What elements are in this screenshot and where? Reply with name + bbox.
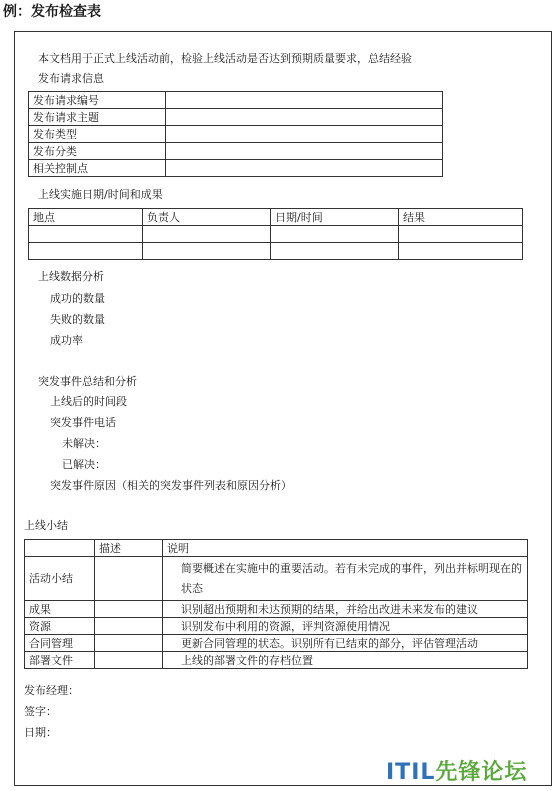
summary-item-name: 活动小结: [25, 557, 95, 601]
implementation-table: [28, 208, 523, 260]
summary-item-name: 资源: [25, 618, 95, 635]
signature-date: 日期：: [24, 726, 57, 739]
request-field-label: 发布请求主题: [29, 109, 166, 126]
table-row: [29, 143, 443, 160]
request-field-label: 发布分类: [29, 143, 166, 160]
request-info-table: [28, 91, 443, 177]
data-analysis-title: 上线数据分析: [38, 270, 104, 283]
table-cell[interactable]: [143, 226, 271, 243]
page-heading: 例：发布检查表: [3, 4, 101, 20]
analysis-item-success-rate: 成功率: [50, 334, 83, 347]
summary-item-description[interactable]: [95, 652, 163, 669]
summary-item-note: 简要概述在实施中的重要活动。若有未完成的事件，列出并标明现在的状态: [163, 557, 528, 601]
request-field-label: 发布类型: [29, 126, 166, 143]
table-row: [25, 652, 528, 669]
watermark-suffix: 先锋论坛: [435, 760, 528, 785]
table-row: [29, 226, 523, 243]
table-header-row: [29, 209, 523, 226]
summary-table: [24, 539, 528, 669]
request-field-label: 相关控制点: [29, 160, 166, 177]
incidents-cause: 突发事件原因（相关的突发事件列表和原因分析）: [50, 479, 292, 492]
table-row: [29, 160, 443, 177]
table-row: [25, 601, 528, 618]
request-field-value[interactable]: [166, 92, 443, 109]
table-row: [29, 243, 523, 260]
analysis-item-success-count: 成功的数量: [50, 292, 105, 305]
summary-item-description[interactable]: [95, 557, 163, 601]
summary-item-note: 识别发布中利用的资源，评判资源使用情况: [163, 618, 528, 635]
request-field-label: 发布请求编号: [29, 92, 166, 109]
summary-item-note: 上线的部署文件的存档位置: [163, 652, 528, 669]
incidents-unresolved: 未解决：: [62, 437, 106, 450]
column-header-description: 描述: [95, 540, 163, 557]
table-row: [25, 557, 528, 601]
summary-item-name: 合同管理: [25, 635, 95, 652]
forum-watermark: [386, 755, 527, 786]
summary-item-name: 成果: [25, 601, 95, 618]
summary-item-name: 部署文件: [25, 652, 95, 669]
request-info-title: 发布请求信息: [38, 72, 104, 85]
table-row: [25, 635, 528, 652]
summary-item-note: 更新合同管理的状态。识别所有已结束的部分，评估管理活动: [163, 635, 528, 652]
table-row: [29, 109, 443, 126]
signature-manager: 发布经理：: [24, 684, 79, 697]
incidents-calls: 突发事件电话: [50, 416, 116, 429]
column-header-location: 地点: [29, 209, 143, 226]
summary-title: 上线小结: [24, 519, 68, 532]
table-row: [29, 126, 443, 143]
table-cell[interactable]: [271, 226, 399, 243]
table-cell[interactable]: [399, 243, 523, 260]
incidents-title: 突发事件总结和分析: [38, 375, 137, 388]
signature-sign: 签字：: [24, 705, 57, 718]
table-header-row: [25, 540, 528, 557]
intro-text: 本文档用于正式上线活动前，检验上线活动是否达到预期质量要求，总结经验: [38, 52, 412, 65]
summary-item-description[interactable]: [95, 601, 163, 618]
table-cell[interactable]: [29, 226, 143, 243]
analysis-item-failure-count: 失败的数量: [50, 313, 105, 326]
watermark-prefix: ITIL: [386, 760, 436, 785]
incidents-resolved: 已解决：: [62, 458, 106, 471]
column-header-owner: 负责人: [143, 209, 271, 226]
table-cell[interactable]: [271, 243, 399, 260]
request-field-value[interactable]: [166, 109, 443, 126]
table-row: [25, 618, 528, 635]
table-cell[interactable]: [143, 243, 271, 260]
table-cell[interactable]: [399, 226, 523, 243]
table-cell[interactable]: [29, 243, 143, 260]
implementation-title: 上线实施日期/时间和成果: [38, 188, 163, 201]
summary-item-note: 识别超出预期和未达预期的结果，并给出改进未来发布的建议: [163, 601, 528, 618]
summary-item-description[interactable]: [95, 635, 163, 652]
incidents-after-period: 上线后的时间段: [50, 395, 127, 408]
column-header-notes: 说明: [163, 540, 528, 557]
request-field-value[interactable]: [166, 160, 443, 177]
column-header-result: 结果: [399, 209, 523, 226]
summary-item-description[interactable]: [95, 618, 163, 635]
table-row: [29, 92, 443, 109]
column-header-item: [25, 540, 95, 557]
request-field-value[interactable]: [166, 126, 443, 143]
request-field-value[interactable]: [166, 143, 443, 160]
column-header-datetime: 日期/时间: [271, 209, 399, 226]
